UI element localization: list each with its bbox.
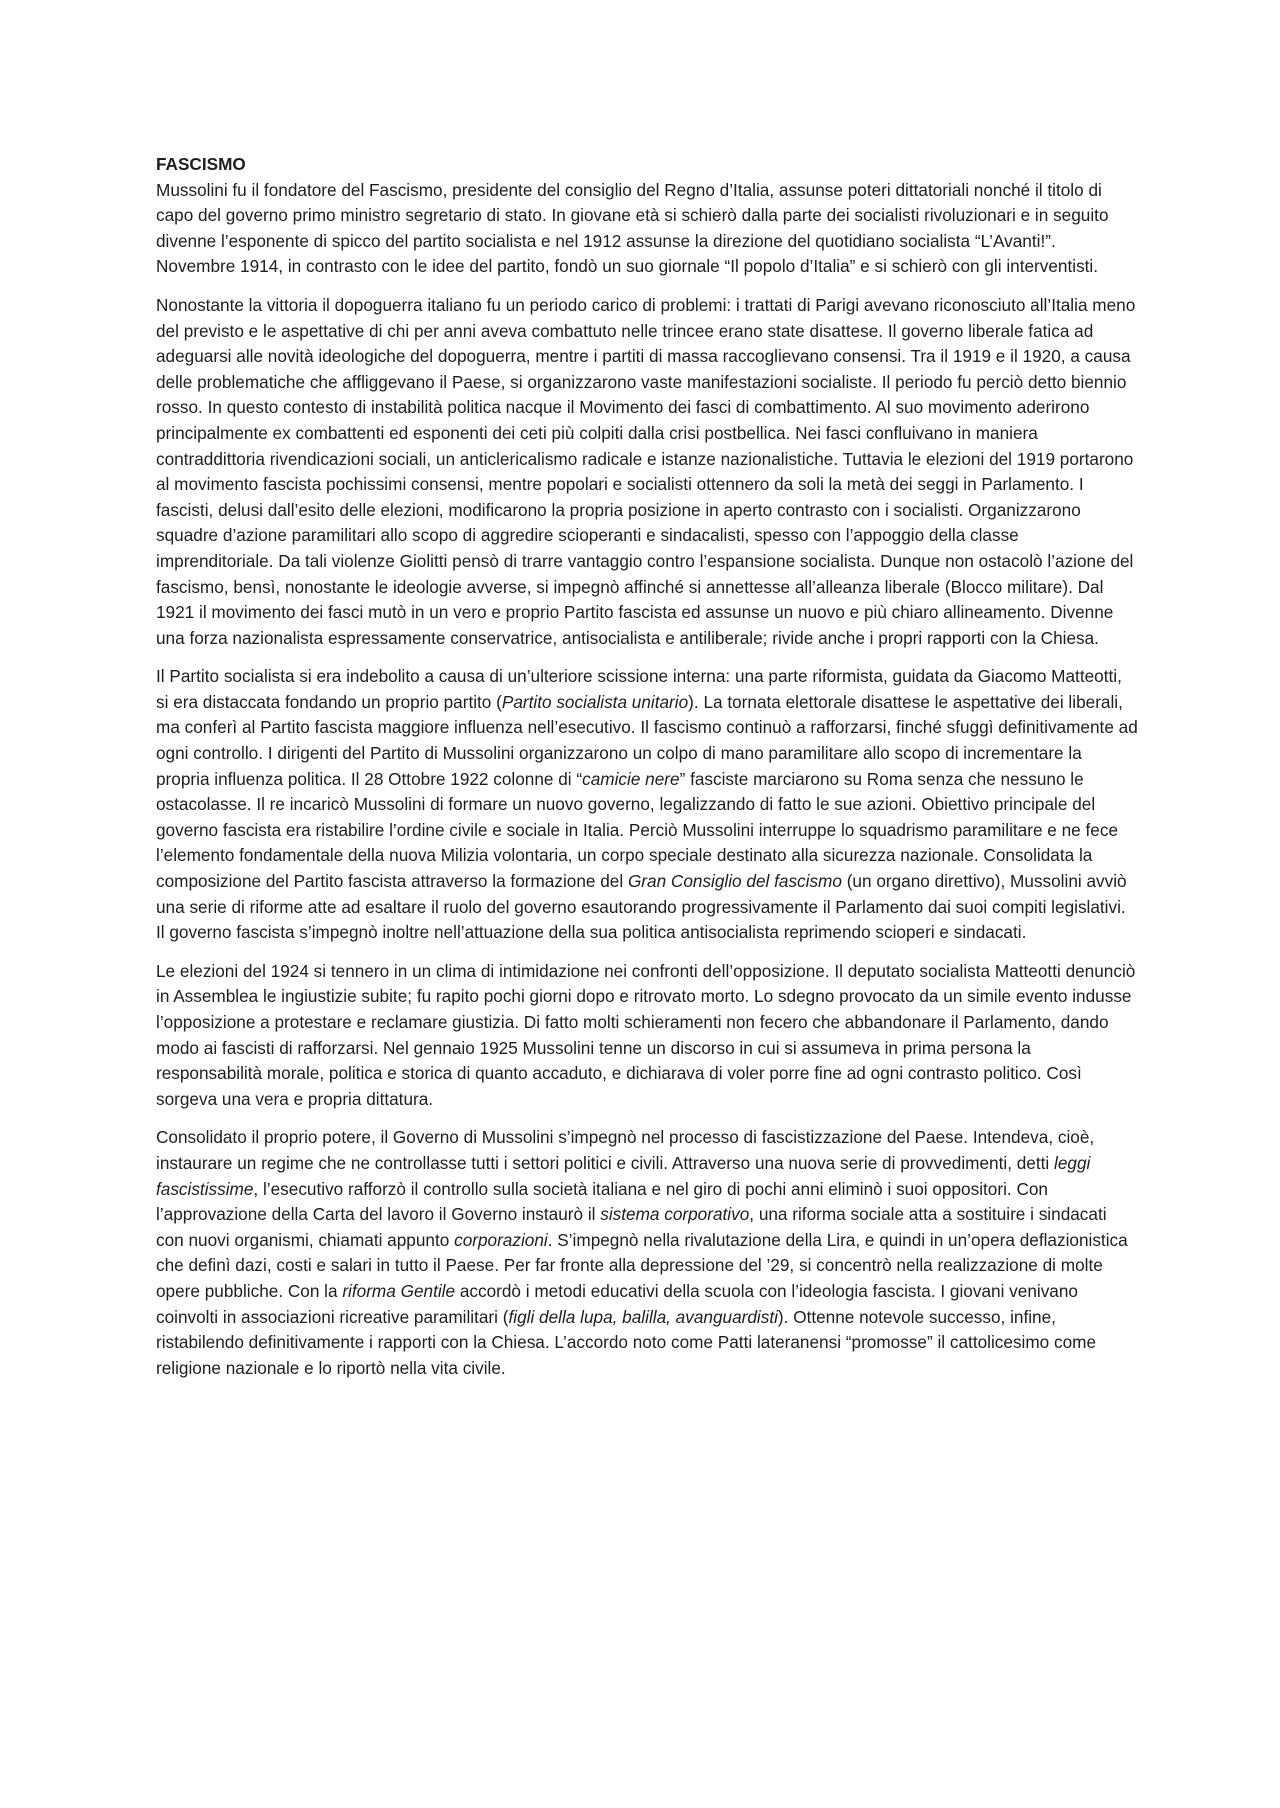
paragraph-text: accordò i metodi educativi della scuola con l’ideologia fascista. I giovani venivano coinvolti in associazioni ricreative paramilitari ( xyxy=(156,1280,1078,1327)
paragraph-text: Mussolini fu il fondatore del Fascismo, presidente del consiglio del Regno d’Italia, assunse poteri dittatoriali nonché il titolo di capo del governo primo ministro segretario di stato. In giovane età si schierò dalla parte dei socialisti rivoluzionari e in seguito divenne l’esponente di spicco del partito socialista e nel 1912 assunse la direzione del quotidiano socialista “L’Avanti!”. Novembre 1914, in contrasto con le idee del partito, fondò un suo giornale “Il popolo d’Italia” e si schierò con gli interventisti. xyxy=(156,179,1109,277)
italic-text: camicie nere xyxy=(582,768,680,789)
italic-text: corporazioni xyxy=(454,1229,548,1250)
paragraph-text: , una riforma sociale atta a sostituire i sindacati con nuovi organismi, chiamati appunto xyxy=(156,1204,1107,1250)
italic-text: Partito socialista unitario xyxy=(501,691,689,712)
paragraph-text: ). Ottenne notevole successo, infine, ristabilendo definitivamente i rapporti con la Chiesa. L’accordo noto come Patti lateranensi “promosse” il cattolicesimo come religione nazionale e lo riportò nella vita civile. xyxy=(156,1306,1097,1378)
paragraph-text: ” fasciste marciarono su Roma senza che nessuno le ostacolasse. Il re incaricò Mussolini di formare un nuovo governo, legalizzando di fatto le sue azioni. Obiettivo principale del governo fascista era ristabilire l’ordine civile e sociale in Italia. Perciò Mussolini interruppe lo squadrismo paramilitare e ne fece l’elemento fondamentale della nuova Milizia volontaria, un corpo speciale destinato alla sicurezza nazionale. Consolidata la composizione del Partito fascista attraverso la formazione del xyxy=(156,768,1118,892)
italic-text: sistema corporativo xyxy=(600,1204,750,1225)
italic-text: leggi fascistissime xyxy=(156,1152,1091,1199)
paragraph-text: (un organo direttivo), Mussolini avviò una serie di riforme atte ad esaltare il ruolo del governo esautorando progressivamente il Parlamento dai suoi compiti legislativi. Il governo fascista s’impegnò inoltre nell’attuazione della sua politica antisocialista reprimendo scioperi e sindacati. xyxy=(156,871,1127,943)
document-body xyxy=(156,178,1138,1382)
paragraph-text: Consolidato il proprio potere, il Governo di Mussolini s’impegnò nel processo di fascistizzazione del Paese. Intendeva, cioè, instaurare un regime che ne controllasse tutti i settori politici e civili. Attraverso una nuova serie di provvedimenti, detti xyxy=(156,1127,1095,1173)
paragraph-text: Le elezioni del 1924 si tennero in un clima di intimidazione nei confronti dell’opposizione. Il deputato socialista Matteotti denunciò in Assemblea le ingiustizie subite; fu rapito pochi giorni dopo e ritrovato morto. Lo sdegno provocato da un simile evento indusse l’opposizione a protestare e reclamare giustizia. Di fatto molti schieramenti non fecero che abbandonare il Parlamento, dando modo ai fascisti di rafforzarsi. Nel gennaio 1925 Mussolini tenne un discorso in cui si assumeva in prima persona la responsabilità morale, politica e storica di quanto accaduto, e dichiarava di voler porre fine ad ogni contrasto politico. Così sorgeva una vera e propria dittatura. xyxy=(156,960,1136,1109)
italic-text: riforma Gentile xyxy=(342,1280,456,1301)
page-title: FASCISMO xyxy=(156,154,246,174)
paragraph-3 xyxy=(156,664,1138,946)
italic-text: Gran Consiglio del fascismo xyxy=(627,871,842,892)
paragraph-text: , l’esecutivo rafforzò il controllo sulla società italiana e nel giro di pochi anni eliminò i suoi oppositori. Con l’approvazione della Carta del lavoro il Governo instaurò il xyxy=(156,1178,1048,1225)
document-page xyxy=(156,152,1138,1394)
italic-text: figli della lupa, balilla, avanguardisti xyxy=(508,1306,778,1327)
paragraph-text: Il Partito socialista si era indebolito a causa di un’ulteriore scissione interna: una parte riformista, guidata da Giacomo Matteotti, si era distaccata fondando un proprio partito ( xyxy=(156,666,1122,712)
paragraph-5 xyxy=(156,1125,1138,1381)
paragraph-4 xyxy=(156,959,1138,1113)
paragraph-text: ). La tornata elettorale disattese le aspettative dei liberali, ma conferì al Partito fascista maggiore influenza nell’esecutivo. Il fascismo continuò a rafforzarsi, finché sfuggì definitivamente ad ogni controllo. I dirigenti del Partito di Mussolini organizzarono un colpo di mano paramilitare allo scopo di incrementare la propria influenza politica. Il 28 Ottobre 1922 colonne di “ xyxy=(156,691,1138,789)
paragraph-text: . S’impegnò nella rivalutazione della Lira, e quindi in un’opera deflazionistica che definì dazi, costi e salari in tutto il Paese. Per far fronte alla depressione del ’29, si concentrò nella realizzazione di molte opere pubbliche. Con la xyxy=(156,1229,1128,1301)
paragraph-1 xyxy=(156,178,1138,280)
paragraph-2 xyxy=(156,293,1138,651)
paragraph-text: Nonostante la vittoria il dopoguerra italiano fu un periodo carico di problemi: i trattati di Parigi avevano riconosciuto all’Italia meno del previsto e le aspettative di chi per anni aveva combattuto nelle trincee erano state disattese. Il governo liberale fatica ad adeguarsi alle novità ideologiche del dopoguerra, mentre i partiti di massa raccoglievano consensi. Tra il 1919 e il 1920, a causa delle problematiche che affliggevano il Paese, si organizzarono vaste manifestazioni socialiste. Il periodo fu perciò detto biennio rosso. In questo contesto di instabilità politica nacque il Movimento dei fasci di combattimento. Al suo movimento aderirono principalmente ex combattenti ed esponenti dei ceti più colpiti dalla crisi postbellica. Nei fasci confluivano in maniera contraddittoria rivendicazioni sociali, un anticlericalismo radicale e istanze nazionalistiche. Tuttavia le elezioni del 1919 portarono al movimento fascista pochissimi consensi, mentre popolari e socialisti ottennero da soli la metà dei seggi in Parlamento. I fascisti, delusi dall’esito delle elezioni, modificarono la propria posizione in aperto contrasto con i socialisti. Organizzarono squadre d’azione paramilitari allo scopo di aggredire scioperanti e sindacalisti, spesso con l’appoggio della classe imprenditoriale. Da tali violenze Giolitti pensò di trarre vantaggio contro l’espansione socialista. Dunque non ostacolò l’azione del fascismo, bensì, nonostante le ideologie avverse, si impegnò affinché si annettesse all’alleanza liberale (Blocco militare). Dal 1921 il movimento dei fasci mutò in un vero e proprio Partito fascista ed assunse un nuovo e più chiaro allineamento. Divenne una forza nazionalista espressamente conservatrice, antisocialista e antiliberale; rivide anche i propri rapporti con la Chiesa. xyxy=(156,294,1136,648)
